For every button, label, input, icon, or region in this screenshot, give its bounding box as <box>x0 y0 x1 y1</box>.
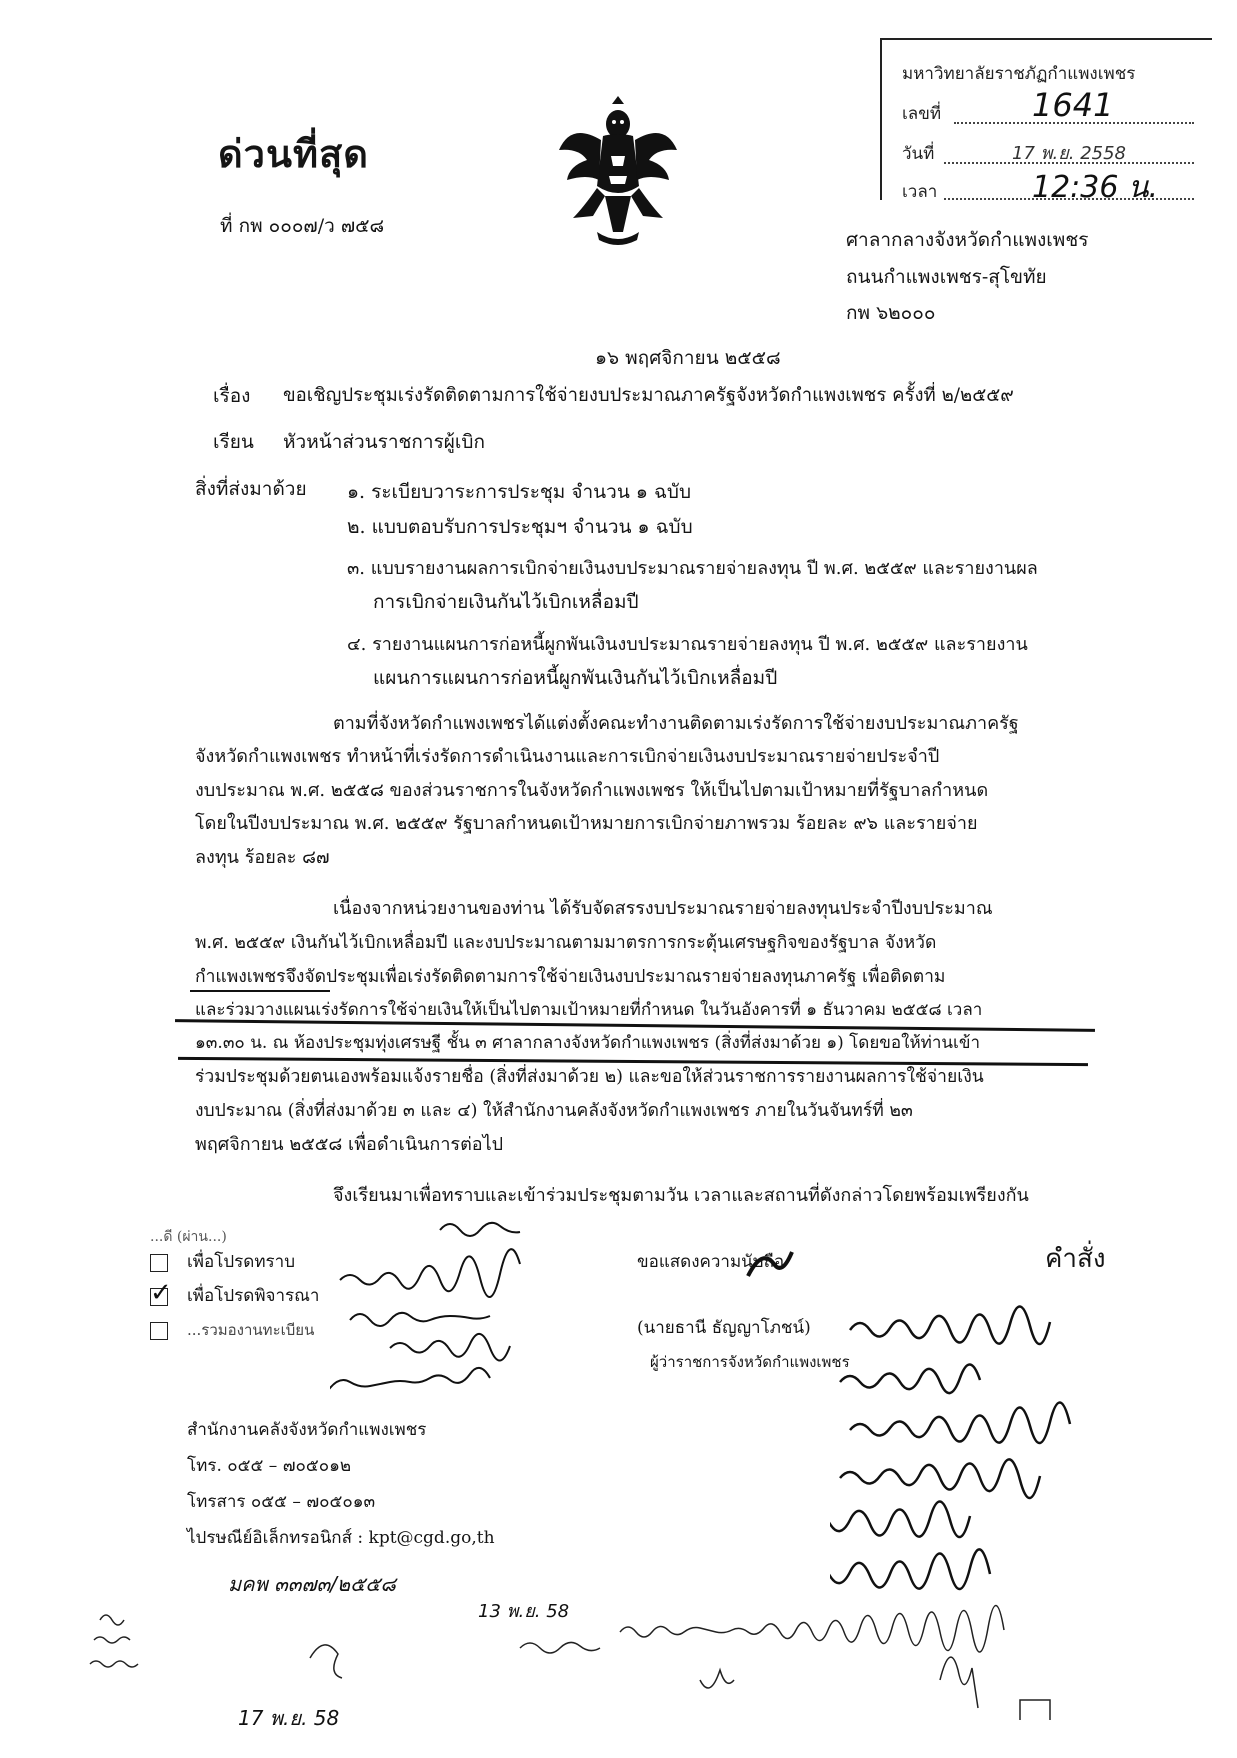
body-line: จังหวัดกำแพงเพชร ทำหน้าที่เร่งรัดการดำเนินงานและการเบิกจ่ายเงินงบประมาณรายจ่ายประจำปี <box>195 746 940 767</box>
subject-text: ขอเชิญประชุมเร่งรัดติดตามการใช้จ่ายงบประมาณภาครัฐจังหวัดกำแพงเพชร ครั้งที่ ๒/๒๕๕๙ <box>283 385 1014 406</box>
reference-number: ที่ กพ ๐๐๐๗/ว ๗๕๘ <box>220 215 385 237</box>
routing-checkbox <box>150 1322 168 1340</box>
urgency-heading: ด่วนที่สุด <box>218 131 369 176</box>
stamp-no-value: 1641 <box>1032 86 1114 124</box>
body-line: ๑๓.๓๐ น. ณ ห้องประชุมทุ่งเศรษฐี ชั้น ๓ ศาลากลางจังหวัดกำแพงเพชร (สิ่งที่ส่งมาด้วย ๑) โดยขอให้ท่านเข้า <box>195 1033 980 1053</box>
handwritten-date-2: 13 พ.ย. 58 <box>478 1601 570 1622</box>
subject-label: เรื่อง <box>213 385 251 407</box>
enclosure-item: ๔. รายงานแผนการก่อหนี้ผูกพันเงินงบประมาณรายจ่ายลงทุน ปี พ.ศ. ๒๕๕๙ และรายงาน <box>347 634 1028 655</box>
stamp-date-label: วันที่ <box>902 144 935 164</box>
stamp-date-value: 17 พ.ย. 2558 <box>1012 143 1127 164</box>
garuda-emblem <box>553 96 683 250</box>
routing-option: ...รวมองานทะเบียน <box>187 1321 315 1339</box>
body-line: เนื่องจากหน่วยงานของท่าน ได้รับจัดสรรงบประมาณรายจ่ายลงทุนประจำปีงบประมาณ <box>333 898 993 919</box>
routing-option: เพื่อโปรดทราบ <box>187 1252 295 1272</box>
contact-phone: โทร. ๐๕๕ – ๗๐๕๐๑๒ <box>187 1456 352 1476</box>
enclosure-item: ๑. ระเบียบวาระการประชุม จำนวน ๑ ฉบับ <box>347 481 692 503</box>
contact-email: ไปรษณีย์อิเล็กทรอนิกส์ : kpt@cgd.go,th <box>187 1528 495 1548</box>
closing-salutation: ขอแสดงความนับถือ <box>637 1252 785 1272</box>
enclosure-item: แผนการแผนการก่อหนี้ผูกพันเงินกันไว้เบิกเหลื่อมปี <box>373 667 778 689</box>
closing-paragraph: จึงเรียนมาเพื่อทราบและเข้าร่วมประชุมตามวัน เวลาและสถานที่ดังกล่าวโดยพร้อมเพรียงกัน <box>333 1185 1029 1206</box>
handwritten-underline <box>190 990 330 992</box>
order-label: คำสั่ง <box>1045 1244 1106 1274</box>
check-mark: ✓ <box>150 1278 172 1308</box>
body-line: ตามที่จังหวัดกำแพงเพชรได้แต่งตั้งคณะทำงานติดตามเร่งรัดการใช้จ่ายงบประมาณภาครัฐ <box>333 713 1019 734</box>
routing-header: ...ดี (ผ่าน...) <box>150 1229 227 1245</box>
letter-date: ๑๖ พฤศจิกายน ๒๕๕๘ <box>595 347 781 369</box>
contact-fax: โทรสาร ๐๕๕ – ๗๐๕๐๑๓ <box>187 1492 376 1512</box>
body-line: งบประมาณ (สิ่งที่ส่งมาด้วย ๓ และ ๔) ให้สำนักงานคลังจังหวัดกำแพงเพชร ภายในวันจันทร์ที่ ๒๓ <box>195 1101 913 1121</box>
office-road: ถนนกำแพงเพชร-สุโขทัย <box>846 266 1047 288</box>
routing-checkbox <box>150 1254 168 1272</box>
handwritten-annotations <box>330 1210 630 1410</box>
governor-signature <box>742 1246 802 1286</box>
body-line: พฤศจิกายน ๒๕๕๘ เพื่อดำเนินการต่อไป <box>195 1134 504 1155</box>
office-name: ศาลากลางจังหวัดกำแพงเพชร <box>846 229 1089 251</box>
body-line: และร่วมวางแผนเร่งรัดการใช้จ่ายเงินให้เป็นไปตามเป้าหมายที่กำหนด ในวันอังคารที่ ๑ ธันวาคม ๒๕๕๘ เวลา <box>195 1000 983 1020</box>
enclosure-item: ๓. แบบรายงานผลการเบิกจ่ายเงินงบประมาณรายจ่ายลงทุน ปี พ.ศ. ๒๕๕๙ และรายงานผล <box>347 558 1038 579</box>
routing-option: เพื่อโปรดพิจารณา <box>187 1286 320 1306</box>
body-line: กำแพงเพชรจึงจัดประชุมเพื่อเร่งรัดติดตามการใช้จ่ายเงินงบประมาณรายจ่ายลงทุนภาครัฐ เพื่อติดตาม <box>195 967 946 987</box>
enclosure-item: ๒. แบบตอบรับการประชุมฯ จำนวน ๑ ฉบับ <box>347 516 693 538</box>
enclosure-item: การเบิกจ่ายเงินกันไว้เบิกเหลื่อมปี <box>373 591 639 613</box>
stamp-time-value: 12:36 น. <box>1032 170 1159 205</box>
contact-office: สำนักงานคลังจังหวัดกำแพงเพชร <box>187 1420 427 1440</box>
addressee-label: เรียน <box>213 431 254 453</box>
enclosures-label: สิ่งที่ส่งมาด้วย <box>195 478 307 500</box>
body-line: พ.ศ. ๒๕๕๙ เงินกันไว้เบิกเหลื่อมปี และงบประมาณตามมาตรการกระตุ้นเศรษฐกิจของรัฐบาล จังหวัด <box>195 933 937 953</box>
body-line: ลงทุน ร้อยละ ๘๗ <box>195 847 330 868</box>
handwritten-ref: มคพ ๓๓๗๓/๒๕๕๘ <box>228 1572 396 1596</box>
body-line: โดยในปีงบประมาณ พ.ศ. ๒๕๕๙ รัฐบาลกำหนดเป้าหมายการเบิกจ่ายภาพรวม ร้อยละ ๙๖ และรายจ่าย <box>195 813 978 834</box>
handwritten-date-1: 17 พ.ย. 58 <box>238 1706 340 1730</box>
receipt-stamp <box>880 38 1212 205</box>
signer-title: ผู้ว่าราชการจังหวัดกำแพงเพชร <box>650 1353 850 1371</box>
body-line: ร่วมประชุมด้วยตนเองพร้อมแจ้งรายชื่อ (สิ่งที่ส่งมาด้วย ๒) และขอให้ส่วนราชการรายงานผลการใช้จ่ายเงิน <box>195 1067 984 1087</box>
signer-name: (นายธานี ธัญญาโภชน์) <box>637 1318 811 1338</box>
addressee-text: หัวหน้าส่วนราชการผู้เบิก <box>283 431 485 453</box>
stamp-time-label: เวลา <box>902 182 938 202</box>
office-postcode: กพ ๖๒๐๐๐ <box>846 302 936 324</box>
stamp-no-label: เลขที่ <box>902 104 942 124</box>
bottom-signatures <box>80 1600 1180 1750</box>
body-line: งบประมาณ พ.ศ. ๒๕๕๘ ของส่วนราชการในจังหวัดกำแพงเพชร ให้เป็นไปตามเป้าหมายที่รัฐบาลกำหนด <box>195 780 989 801</box>
handwritten-order-notes <box>830 1300 1210 1610</box>
stamp-org: มหาวิทยาลัยราชภัฏกำแพงเพชร <box>902 64 1136 84</box>
